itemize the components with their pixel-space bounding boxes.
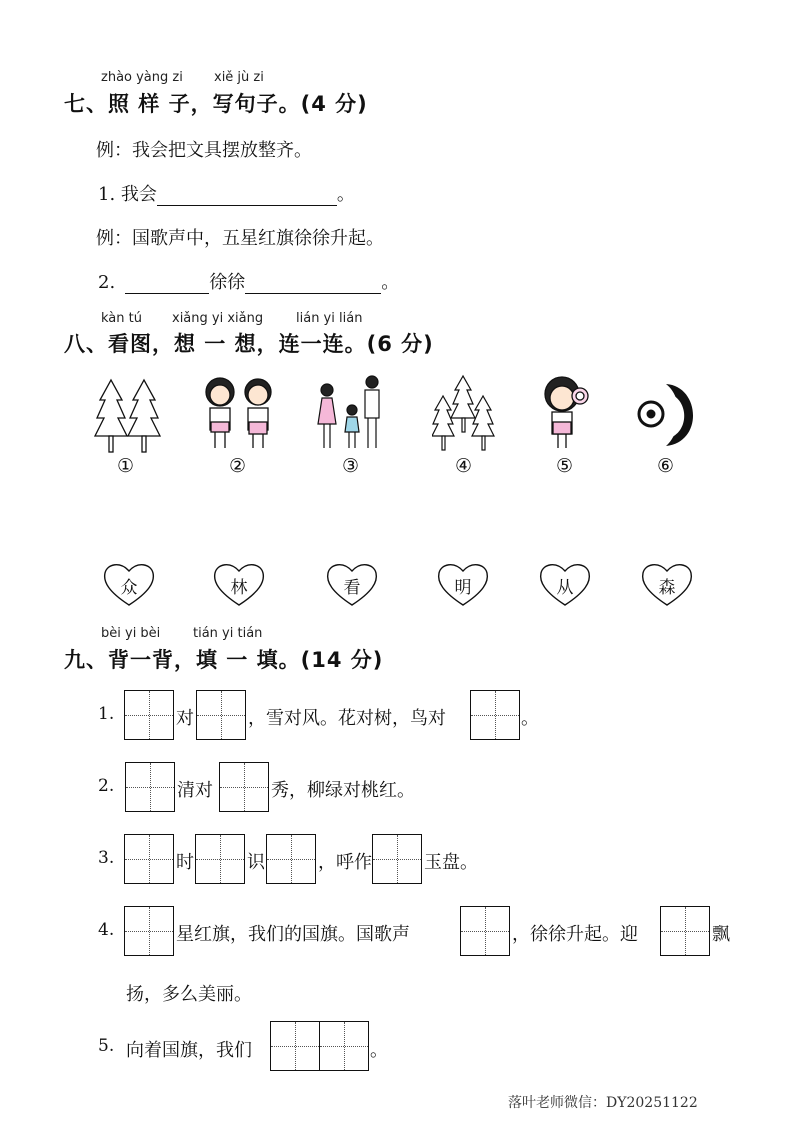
picture-number-2: ②: [229, 455, 247, 477]
q3-box-2[interactable]: [195, 834, 245, 884]
pinyin-tianyitian: tián yi tián: [193, 626, 263, 641]
q1-text-2: ，雪对风。花对树，鸟对: [248, 708, 446, 729]
q4-number: 4.: [98, 920, 115, 940]
pinyin-xiejuzi: xiě jù zi: [214, 70, 264, 85]
section-9-heading: 九、背一背，填 一 填。(14 分): [64, 648, 384, 672]
heart-option-3[interactable]: [324, 560, 380, 608]
family-picture: [316, 372, 392, 452]
q4-text-2: ，徐徐升起。迎: [512, 924, 638, 945]
example-1: 例：我会把文具摆放整齐。: [96, 140, 312, 161]
q3-text-1: 时: [176, 852, 194, 873]
q3-number: 3.: [98, 848, 115, 868]
q1-number: 1.: [98, 704, 115, 724]
q3-box-4[interactable]: [372, 834, 422, 884]
heart-option-2[interactable]: [211, 560, 267, 608]
section-7-heading: 七、照 样 子，写句子。(4 分): [64, 92, 368, 116]
q3-text-3: ，呼作: [318, 852, 372, 873]
pinyin-zhaoyangzi: zhào yàng zi: [101, 70, 183, 85]
heart-option-6[interactable]: [639, 560, 695, 608]
q4-box-3[interactable]: [660, 906, 710, 956]
q1-box-2[interactable]: [196, 690, 246, 740]
q2-text-1: 清对: [177, 780, 213, 801]
heart-option-1[interactable]: [101, 560, 157, 608]
heart-char-2: 林: [230, 578, 248, 598]
q4-text-4: 扬，多么美丽。: [126, 984, 252, 1005]
pinyin-lianyilian: lián yi lián: [296, 311, 363, 326]
item-2-middle: 徐徐: [209, 272, 246, 293]
heart-char-5: 从: [556, 578, 574, 598]
q4-box-2[interactable]: [460, 906, 510, 956]
two-children-picture: [200, 374, 280, 452]
sun-moon-picture: [634, 380, 702, 450]
q1-text-1: 对: [176, 708, 194, 729]
example-2: 例：国歌声中，五星红旗徐徐升起。: [96, 228, 384, 249]
q5-number: 5.: [98, 1036, 115, 1056]
item-1-prefix: 1. 我会: [98, 184, 157, 205]
picture-number-4: ④: [455, 455, 473, 477]
heart-option-5[interactable]: [537, 560, 593, 608]
item-2-blank-2[interactable]: [245, 275, 381, 294]
q4-text-3: 飘: [712, 924, 730, 945]
item-1: [98, 180, 355, 206]
pinyin-beiyibei: bèi yi bèi: [101, 626, 161, 641]
q5-text-2: 。: [370, 1040, 388, 1061]
heart-option-4[interactable]: [435, 560, 491, 608]
item-2: [98, 268, 399, 294]
pinyin-xiangyixiang: xiǎng yi xiǎng: [172, 311, 264, 326]
q4-text-1: 星红旗，我们的国旗。国歌声: [176, 924, 410, 945]
q5-box-2[interactable]: [319, 1021, 369, 1071]
three-trees-picture: [432, 374, 496, 452]
heart-char-3: 看: [343, 578, 361, 598]
item-2-blank-1[interactable]: [125, 275, 209, 294]
q5-text-1: 向着国旗，我们: [126, 1040, 252, 1061]
q2-text-2: 秀，柳绿对桃红。: [271, 780, 415, 801]
q4-box-1[interactable]: [124, 906, 174, 956]
q1-text-3: 。: [521, 708, 539, 729]
picture-number-3: ③: [342, 455, 360, 477]
girl-magnifier-picture: [536, 374, 598, 452]
two-trees-picture: [94, 378, 162, 454]
picture-number-5: ⑤: [556, 455, 574, 477]
q2-number: 2.: [98, 776, 115, 796]
item-2-prefix: 2.: [98, 272, 116, 293]
item-2-suffix: 。: [381, 272, 400, 293]
q1-box-1[interactable]: [124, 690, 174, 740]
q3-box-3[interactable]: [266, 834, 316, 884]
q3-box-1[interactable]: [124, 834, 174, 884]
heart-char-4: 明: [454, 578, 472, 598]
q5-box-1[interactable]: [270, 1021, 320, 1071]
picture-number-1: ①: [117, 455, 135, 477]
q1-box-3[interactable]: [470, 690, 520, 740]
section-8-heading: 八、看图，想 一 想，连一连。(6 分): [64, 332, 434, 356]
q2-box-2[interactable]: [219, 762, 269, 812]
footer-watermark: 落叶老师微信：DY20251122: [508, 1095, 698, 1111]
pinyin-kantu: kàn tú: [101, 311, 142, 326]
q3-text-2: 识: [247, 852, 265, 873]
q2-box-1[interactable]: [125, 762, 175, 812]
heart-char-6: 森: [658, 578, 676, 598]
q3-text-4: 玉盘。: [424, 852, 478, 873]
heart-char-1: 众: [120, 578, 138, 598]
item-1-blank[interactable]: [157, 187, 337, 206]
picture-number-6: ⑥: [657, 455, 675, 477]
item-1-suffix: 。: [336, 184, 355, 205]
